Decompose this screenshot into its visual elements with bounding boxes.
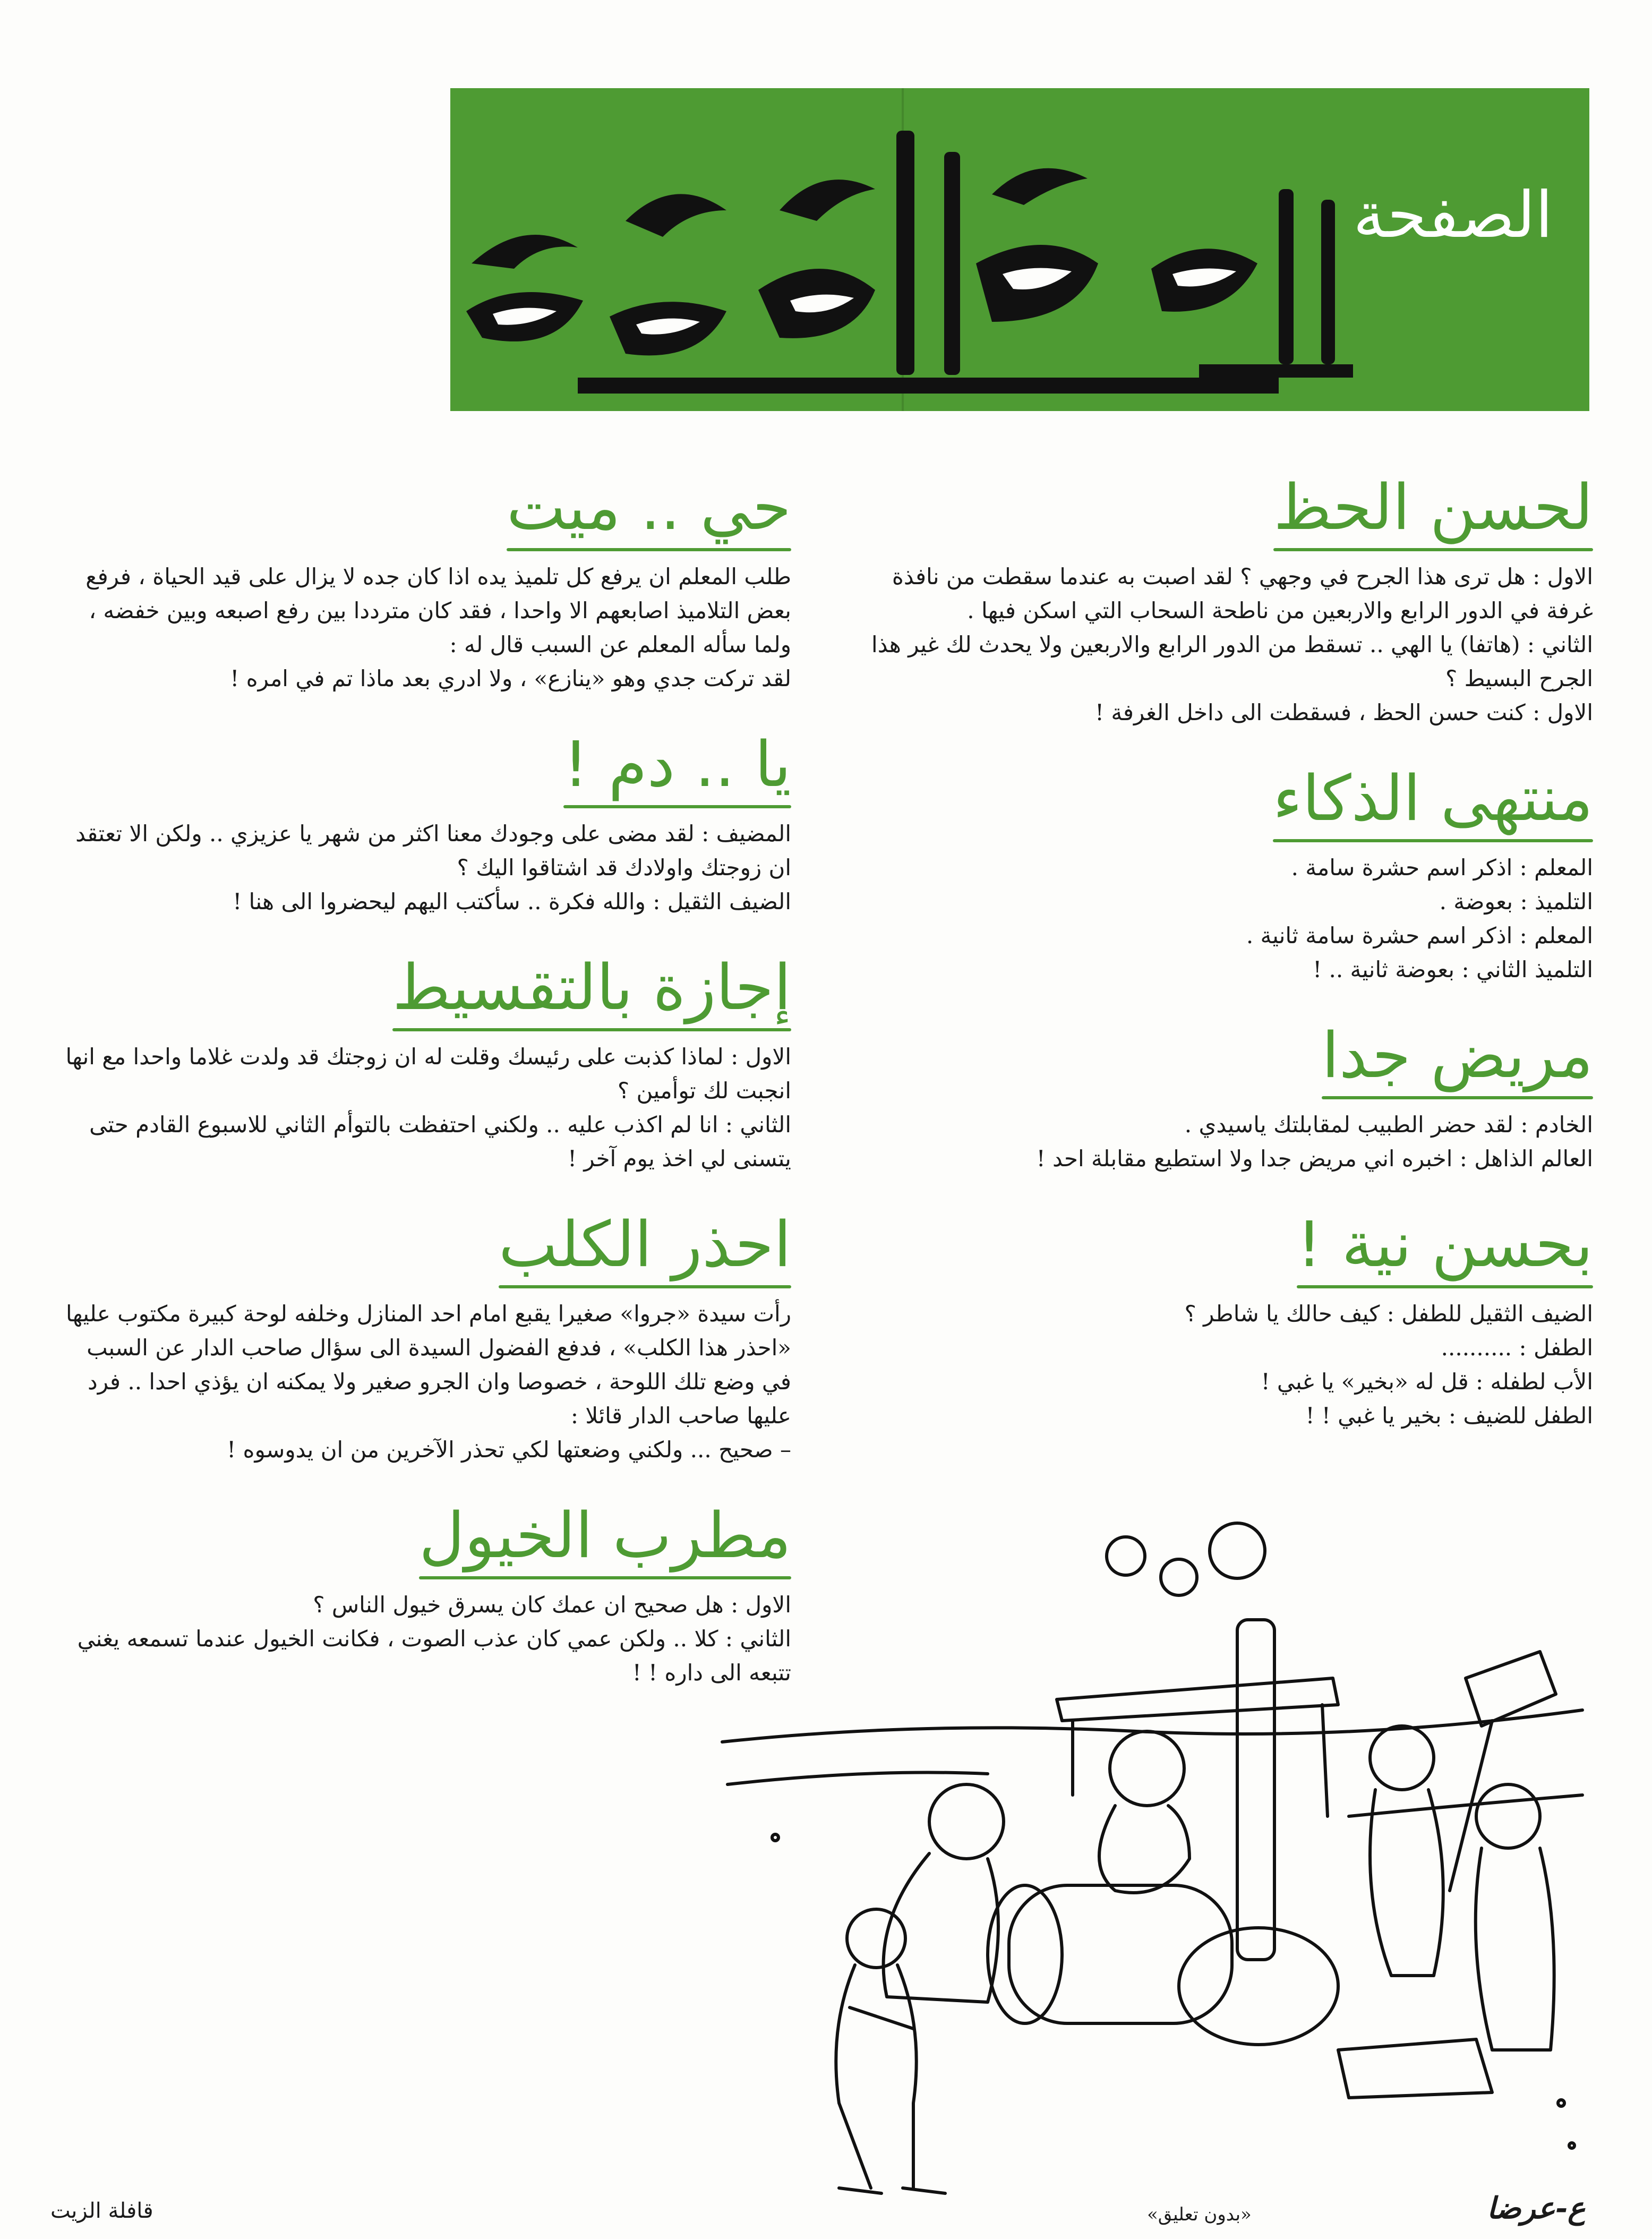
joke-line: التلميذ الثاني : بعوضة ثانية .. ! — [1313, 956, 1593, 982]
joke-line: الثاني : انا لم اكذب عليه .. ولكني احتفظت بالتوأم الثاني للاسبوع القادم حتى يتسنى لي اخذ يوم آخر ! — [89, 1112, 791, 1172]
left-column — [50, 467, 791, 1719]
joke-line: الخادم : لقد حضر الطبيب لمقابلتك ياسيدي . — [1184, 1112, 1593, 1138]
joke-section — [50, 467, 791, 696]
joke-line: الاول : هل ترى هذا الجرح في وجهي ؟ لقد اصبت به عندما سقطت من نافذة غرفة في الدور الرابع والاربعين من ناطحة السحاب التي اسكن فيها . — [892, 563, 1593, 623]
joke-line: العالم الذاهل : اخبره اني مريض جدا ولا استطيع مقابلة احد ! — [1036, 1146, 1593, 1172]
joke-body — [852, 851, 1593, 987]
cartoon-caption: «بدون تعليق» — [1147, 2204, 1252, 2225]
joke-line: الطفل للضيف : بخير يا غبي ! ! — [1305, 1403, 1593, 1429]
joke-title: إجازة بالتقسيط — [392, 947, 791, 1035]
joke-line: المضيف : لقد مضى على وجودك معنا اكثر من شهر يا عزيزي .. ولكن الا تعتقد ان زوجتك واولادك قد اشتاقوا اليك ؟ — [75, 821, 791, 881]
joke-section — [852, 1204, 1593, 1433]
joke-title: بحسن نية ! — [1297, 1204, 1593, 1292]
joke-line: المعلم : اذكر اسم حشرة سامة . — [1291, 854, 1593, 881]
joke-line: – صحيح ... ولكني وضعتها لكي تحذر الآخرين من ان يدوسوه ! — [227, 1437, 791, 1463]
joke-line: لقد تركت جدي وهو «ينازع» ، ولا ادري بعد ماذا تم في امره ! — [230, 665, 791, 691]
joke-line: الاول : كنت حسن الحظ ، فسقطت الى داخل الغرفة ! — [1095, 699, 1593, 725]
joke-line: الطفل : .......... — [1441, 1335, 1593, 1361]
joke-title: لحسن الحظ — [1273, 467, 1593, 554]
joke-section — [852, 1015, 1593, 1176]
joke-title: حي .. ميت — [507, 467, 791, 554]
joke-line: الثاني : (هاتفا) يا الهي .. تسقط من الدور الرابع والاربعين ولا يحدث لك غير هذا الجرح البسيط ؟ — [871, 631, 1593, 691]
joke-line: طلب المعلم ان يرفع كل تلميذ يده اذا كان جده لا يزال على قيد الحياة ، فرفع بعض التلاميذ اصابعهم الا واحدا ، فقد كان مترددا بين رفع اصبعه وبين خفضه ، ولما سأله المعلم عن السبب قال له : — [85, 563, 791, 657]
joke-title: مريض جدا — [1322, 1015, 1593, 1103]
joke-line: الاول : هل صحيح ان عمك كان يسرق خيول الناس ؟ — [313, 1592, 791, 1618]
joke-body — [50, 817, 791, 919]
joke-title: منتهى الذكاء — [1273, 758, 1593, 845]
joke-section — [50, 947, 791, 1176]
joke-line: الضيف الثقيل للطفل : كيف حالك يا شاطر ؟ — [1184, 1301, 1593, 1327]
joke-title: مطرب الخيول — [419, 1495, 791, 1583]
joke-title: احذر الكلب — [499, 1204, 791, 1292]
joke-line: الأب لطفله : قل له «بخير» يا غبي ! — [1261, 1369, 1593, 1395]
joke-body — [50, 1297, 791, 1467]
joke-body — [852, 1297, 1593, 1433]
joke-body — [852, 560, 1593, 730]
cartoon-signature: ع-عرضا — [1487, 2191, 1586, 2226]
joke-title: يا .. دم ! — [563, 724, 791, 811]
joke-line: الثاني : كلا .. ولكن عمي كان عذب الصوت ، فكانت الخيول عندما تسمعه يغني تتبعه الى داره ! ! — [77, 1626, 791, 1686]
publication-footer: قافلة الزيت — [50, 2199, 153, 2223]
joke-body — [50, 1040, 791, 1176]
joke-line: رأت سيدة «جروا» صغيرا يقبع امام احد المنازل وخلفه لوحة كبيرة مكتوب عليها «احذر هذا الكلب» ، فدفع الفضول السيدة الى سؤال صاحب الدار عن السبب في وضع تلك اللوحة ، خصوصا وان الجرو صغير ولا يمكنه ان يؤذي احدا .. فرد عليها صاحب الدار قائلا : — [66, 1301, 791, 1429]
header-banner — [450, 88, 1589, 411]
right-column — [852, 467, 1593, 1462]
joke-line: الاول : لماذا كذبت على رئيسك وقلت له ان زوجتك قد ولدت غلاما واحدا مع انها انجبت لك توأمين ؟ — [65, 1044, 791, 1104]
joke-line: المعلم : اذكر اسم حشرة سامة ثانية . — [1246, 922, 1593, 948]
joke-body — [50, 560, 791, 696]
joke-section — [852, 758, 1593, 987]
joke-section — [50, 724, 791, 919]
joke-section — [852, 467, 1593, 730]
joke-section — [50, 1204, 791, 1467]
joke-line: الضيف الثقيل : والله فكرة .. سأكتب اليهم ليحضروا الى هنا ! — [233, 888, 791, 915]
header-title-large — [519, 311, 722, 379]
header-title-small: الصفحة — [1353, 178, 1553, 252]
joke-body — [50, 1588, 791, 1690]
joke-section — [50, 1495, 791, 1690]
joke-body — [852, 1108, 1593, 1176]
joke-line: التلميذ : بعوضة . — [1439, 888, 1593, 915]
cartoon-illustration — [712, 1519, 1593, 2204]
